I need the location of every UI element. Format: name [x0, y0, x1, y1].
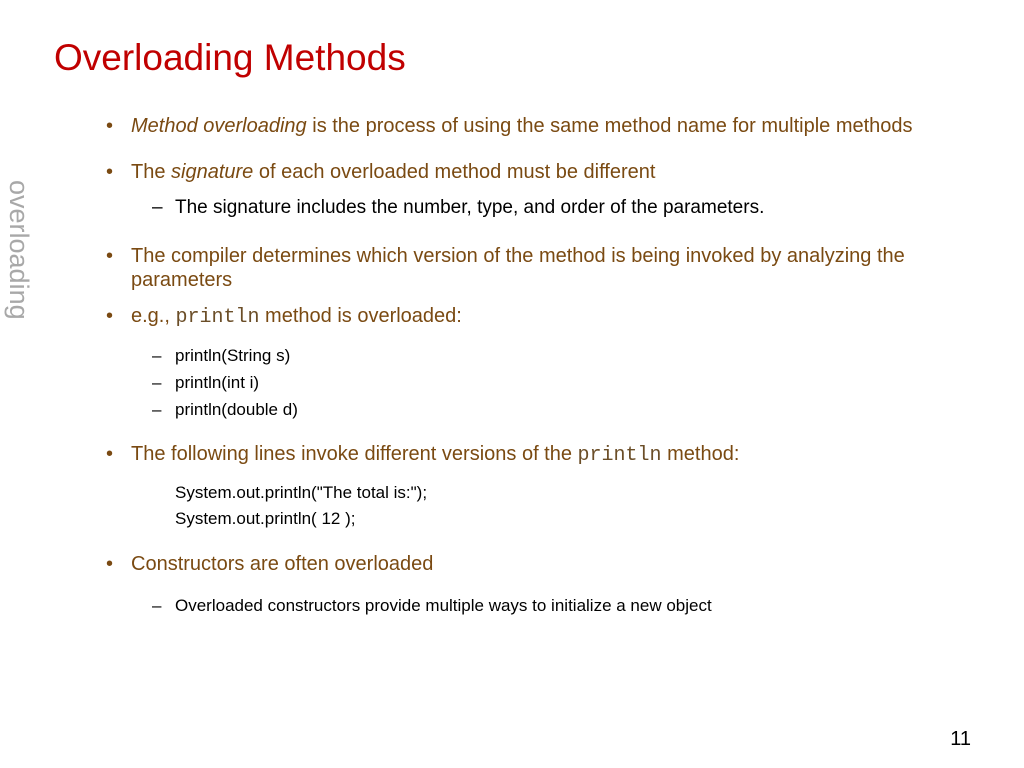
- bullet-constructors: • Constructors are often overloaded: [104, 552, 984, 576]
- bullet-text: of each overloaded method must be different: [253, 161, 656, 183]
- bullet-println-overloaded: [104, 304, 984, 330]
- code-line: System.out.println( 12 );: [175, 509, 356, 528]
- bullet-text: method is overloaded:: [259, 305, 462, 327]
- bullet-signature: [104, 160, 984, 184]
- code-example: [104, 480, 984, 532]
- code-println: println: [175, 306, 260, 329]
- sub-item-println-string: – println(String s): [104, 342, 984, 369]
- term-method-overloading: Method overloading: [131, 115, 307, 137]
- slide-title: Overloading Methods: [54, 37, 406, 78]
- bullet-method-overloading: [104, 114, 984, 138]
- bullet-compiler: • The compiler determines which version of the method is being invoked by analyzing the parameters: [104, 244, 984, 292]
- sub-item-println-double: – println(double d): [104, 396, 984, 423]
- slide-content: [104, 114, 984, 619]
- bullet-text: The following lines invoke different versions of the: [131, 443, 578, 465]
- bullet-text: is the process of using the same method name for multiple methods: [306, 115, 913, 137]
- term-signature: signature: [171, 161, 254, 183]
- code-println: println: [577, 444, 662, 467]
- page-number: 11: [950, 728, 971, 750]
- sub-item-constructors: – Overloaded constructors provide multiple ways to initialize a new object: [104, 592, 984, 619]
- sub-item-signature-includes: – The signature includes the number, type, and order of the parameters.: [104, 196, 984, 220]
- code-line: System.out.println("The total is:");: [175, 483, 428, 502]
- bullet-following-lines: [104, 442, 984, 468]
- sub-item-println-int: – println(int i): [104, 369, 984, 396]
- bullet-text: method:: [661, 443, 740, 465]
- side-label: overloading: [4, 180, 34, 320]
- bullet-text: The: [131, 161, 172, 183]
- bullet-text: e.g.,: [131, 305, 176, 327]
